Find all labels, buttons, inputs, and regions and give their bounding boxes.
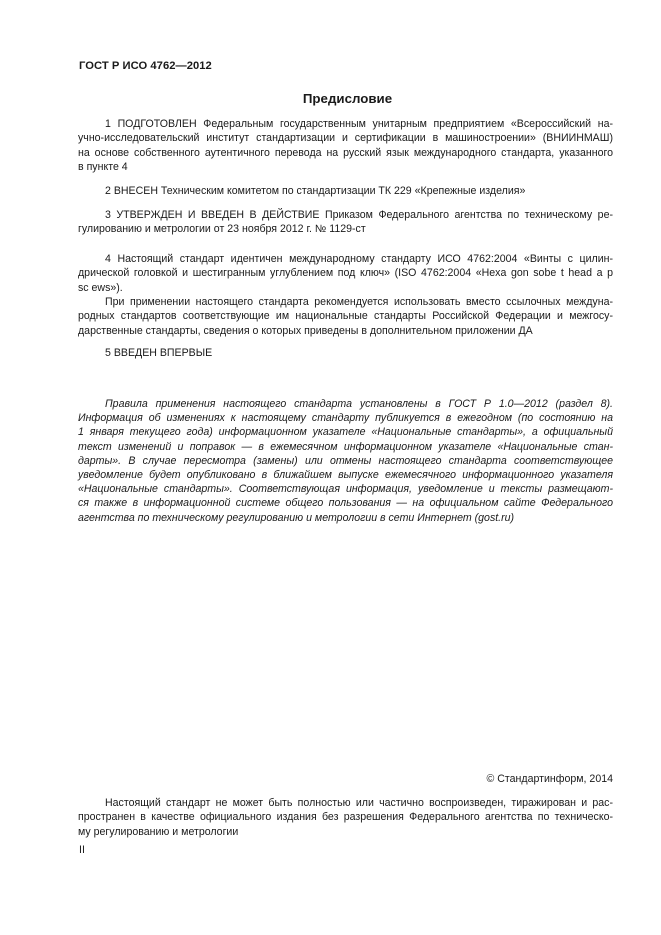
rules-note-line: агентства по техническому регулированию и метрологии в сети Интернет (gost.ru) [78,511,515,524]
section-title-foreword: Предисловие [302,91,393,106]
rules-note-line: текст изменений и поправок — в ежемесячном информационном указателе «Национальные стан- [78,440,613,453]
reproduction-notice-line: пространен в качестве официального издания без разрешения Федерального агентства по техническо- [78,811,613,824]
foreword-item-4-line: дрической головкой и шестигранным углублением под ключ» (ISO 4762:2004 «Hexa gon sobe t head a p [78,267,613,280]
copyright-notice: © Стандартинформ, 2014 [486,773,613,785]
rules-note-line: Правила применения настоящего стандарта установлены в ГОСТ Р 1.0—2012 (раздел 8). [105,398,613,410]
foreword-item-3 [78,208,613,237]
rules-note-line: ся также в информационной системе общего пользования — на официальном сайте Федерального [78,497,613,510]
foreword-item-4-note-line: При применении настоящего стандарта рекомендуется использовать вместо ссылочных междуна- [105,296,613,308]
page-number: II [79,844,85,856]
foreword-item-2 [78,184,613,198]
foreword-item-1-line: 1 ПОДГОТОВЛЕН Федеральным государственным унитарным предприятием «Всероссийский на- [105,118,613,130]
foreword-item-4-line: 4 Настоящий стандарт идентичен международному стандарту ИСО 4762:2004 «Винты с цилин- [105,253,613,265]
foreword-item-4 [78,252,613,295]
foreword-item-1-line: на основе собственного аутентичного перевода на русский язык международного стандарта, указанного [78,146,613,159]
foreword-item-1-line: учно-исследовательский институт стандартизации и сертификации в машиностроении» (ВНИИНМАШ) [78,132,613,145]
reproduction-notice-line: Настоящий стандарт не может быть полностью или частично воспроизведен, тиражирован и рас- [105,797,613,809]
foreword-item-3-line: гулированию и метрологии от 23 ноября 2012 г. № 1129-ст [78,223,366,236]
rules-note-line: Информация об изменениях к настоящему стандарту публикуется в ежегодном (по состоянию на [78,412,613,425]
foreword-item-1 [78,117,613,175]
foreword-item-5 [78,346,613,360]
foreword-item-5-line: 5 ВВЕДЕН ВПЕРВЫЕ [105,347,213,359]
foreword-item-3-line: 3 УТВЕРЖДЕН И ВВЕДЕН В ДЕЙСТВИЕ Приказом Федерального агентства по техническому ре- [105,209,613,221]
reproduction-notice-line: му регулированию и метрологии [78,825,239,838]
rules-application-note [78,397,613,525]
rules-note-line: 1 января текущего года) информационном указателе «Национальные стандарты», а официальный [78,426,613,439]
foreword-item-4-line: sc ews»). [78,281,123,294]
rules-note-line: уведомление будет опубликовано в ближайшем выпуске ежемесячного информационного указателя [78,469,613,482]
foreword-item-4-note-line: родных стандартов соответствующие им национальные стандарты Российской Федерации и межгосу- [78,310,613,323]
foreword-item-4-note [78,295,613,338]
reproduction-notice [78,796,613,839]
foreword-item-2-line: 2 ВНЕСЕН Техническим комитетом по стандартизации ТК 229 «Крепежные изделия» [105,185,526,197]
foreword-item-1-line: в пункте 4 [78,161,128,174]
document-header-code: ГОСТ Р ИСО 4762—2012 [79,60,212,72]
foreword-item-4-note-line: дарственные стандарты, сведения о которых приведены в дополнительном приложении ДА [78,324,533,337]
rules-note-line: «Национальные стандарты». Соответствующая информация, уведомление и тексты размещают- [78,483,613,496]
rules-note-line: дарты». В случае пересмотра (замены) или отмены настоящего стандарта соответствующее [78,454,613,467]
